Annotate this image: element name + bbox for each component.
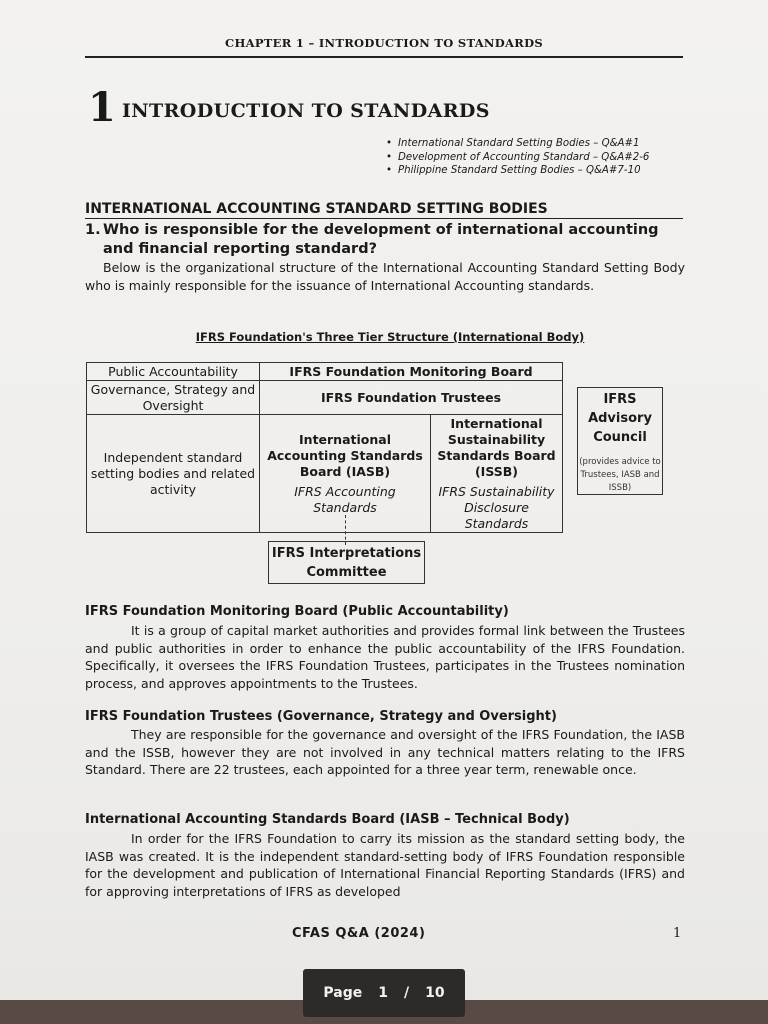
running-head: CHAPTER 1 – INTRODUCTION TO STANDARDS xyxy=(225,36,543,50)
trustees-heading: IFRS Foundation Trustees (Governance, Strategy and Oversight) xyxy=(85,709,557,724)
question-number: 1. xyxy=(85,222,101,238)
tier-label-standard-setting: Independent standard setting bodies and related activity xyxy=(87,415,260,533)
header-rule xyxy=(85,56,683,58)
section-heading: INTERNATIONAL ACCOUNTING STANDARD SETTING BODIES xyxy=(85,201,683,219)
advisory-council-name: IFRS Advisory Council xyxy=(588,392,652,445)
topic-text: Philippine Standard Setting Bodies – Q&A#7-10 xyxy=(398,165,641,176)
question-text: Who is responsible for the development of international accounting and financial reporting standard? xyxy=(103,222,659,257)
bullet-icon: • xyxy=(385,138,392,149)
topic-text: International Standard Setting Bodies – Q&A#1 xyxy=(398,138,640,149)
iasb-box xyxy=(260,415,431,533)
iasb-heading: International Accounting Standards Board (IASB – Technical Body) xyxy=(85,812,570,827)
three-tier-structure-diagram xyxy=(86,362,563,533)
iasb-name: International Accounting Standards Board (IASB) xyxy=(267,431,423,479)
current-page: 1 xyxy=(378,985,388,1001)
tier-label-public-accountability: Public Accountability xyxy=(87,363,260,381)
iasb-text: In order for the IFRS Foundation to carry its mission as the standard setting body, the IASB was created. It is the independent standard-setting body of IFRS Foundation responsible for the development and publication of International Financial Reporting Standards (IFRS) and for approving interpretations of IFRS as developed xyxy=(85,831,685,899)
advisory-council-note: (provides advice to Trustees, IASB and ISSB) xyxy=(579,457,661,493)
issb-standards: IFRS Sustainability Disclosure Standards xyxy=(438,483,555,531)
footer-book-title: CFAS Q&A (2024) xyxy=(292,926,426,941)
advisory-council-box xyxy=(577,387,663,495)
trustees-box: IFRS Foundation Trustees xyxy=(260,381,563,415)
chapter-topic-list xyxy=(380,137,685,178)
trustees-text: They are responsible for the governance and oversight of the IFRS Foundation, the IASB and the ISSB, however they are not involved in any technical matters relating to the IFRS Standard. There are 22 trustees, each appointed for a three year term, renewable once. xyxy=(85,727,685,777)
bullet-icon: • xyxy=(385,165,392,176)
monitoring-board-box: IFRS Foundation Monitoring Board xyxy=(260,363,563,381)
issb-name: International Sustainability Standards Board (ISSB) xyxy=(437,415,556,479)
topic-item xyxy=(380,151,685,165)
page-indicator[interactable] xyxy=(303,969,465,1017)
issb-box xyxy=(431,415,563,533)
tier-label-governance: Governance, Strategy and Oversight xyxy=(87,381,260,415)
page-label: Page xyxy=(323,985,363,1001)
diagram-title: IFRS Foundation's Three Tier Structure (International Body) xyxy=(195,330,585,344)
topic-text: Development of Accounting Standard – Q&A#2-6 xyxy=(398,151,650,163)
topic-item xyxy=(380,137,685,151)
monitoring-board-heading: IFRS Foundation Monitoring Board (Public Accountability) xyxy=(85,604,509,619)
total-pages: 10 xyxy=(425,985,445,1001)
footer-page-number: 1 xyxy=(673,926,682,941)
bullet-icon: • xyxy=(385,151,392,163)
iasb-standards: IFRS Accounting Standards xyxy=(294,483,396,515)
monitoring-board-text: It is a group of capital market authorities and provides formal link between the Trustees and public authorities in order to enhance the public accountability of the IFRS Foundation. Specifically, it oversees the IFRS Foundation Trustees, participates in the Trustees nomination process, and approves appointments to the Trustees. xyxy=(85,623,685,691)
topic-item xyxy=(380,164,685,178)
intro-paragraph: Below is the organizational structure of the International Accounting Standard Setting Body who is mainly responsible for the issuance of International Accounting standards. xyxy=(85,260,685,293)
interpretations-committee-box: IFRS Interpretations Committee xyxy=(268,541,425,584)
chapter-title: INTRODUCTION TO STANDARDS xyxy=(122,100,490,122)
chapter-number: 1 xyxy=(88,84,116,131)
question xyxy=(85,221,685,259)
page-separator: / xyxy=(404,985,410,1001)
